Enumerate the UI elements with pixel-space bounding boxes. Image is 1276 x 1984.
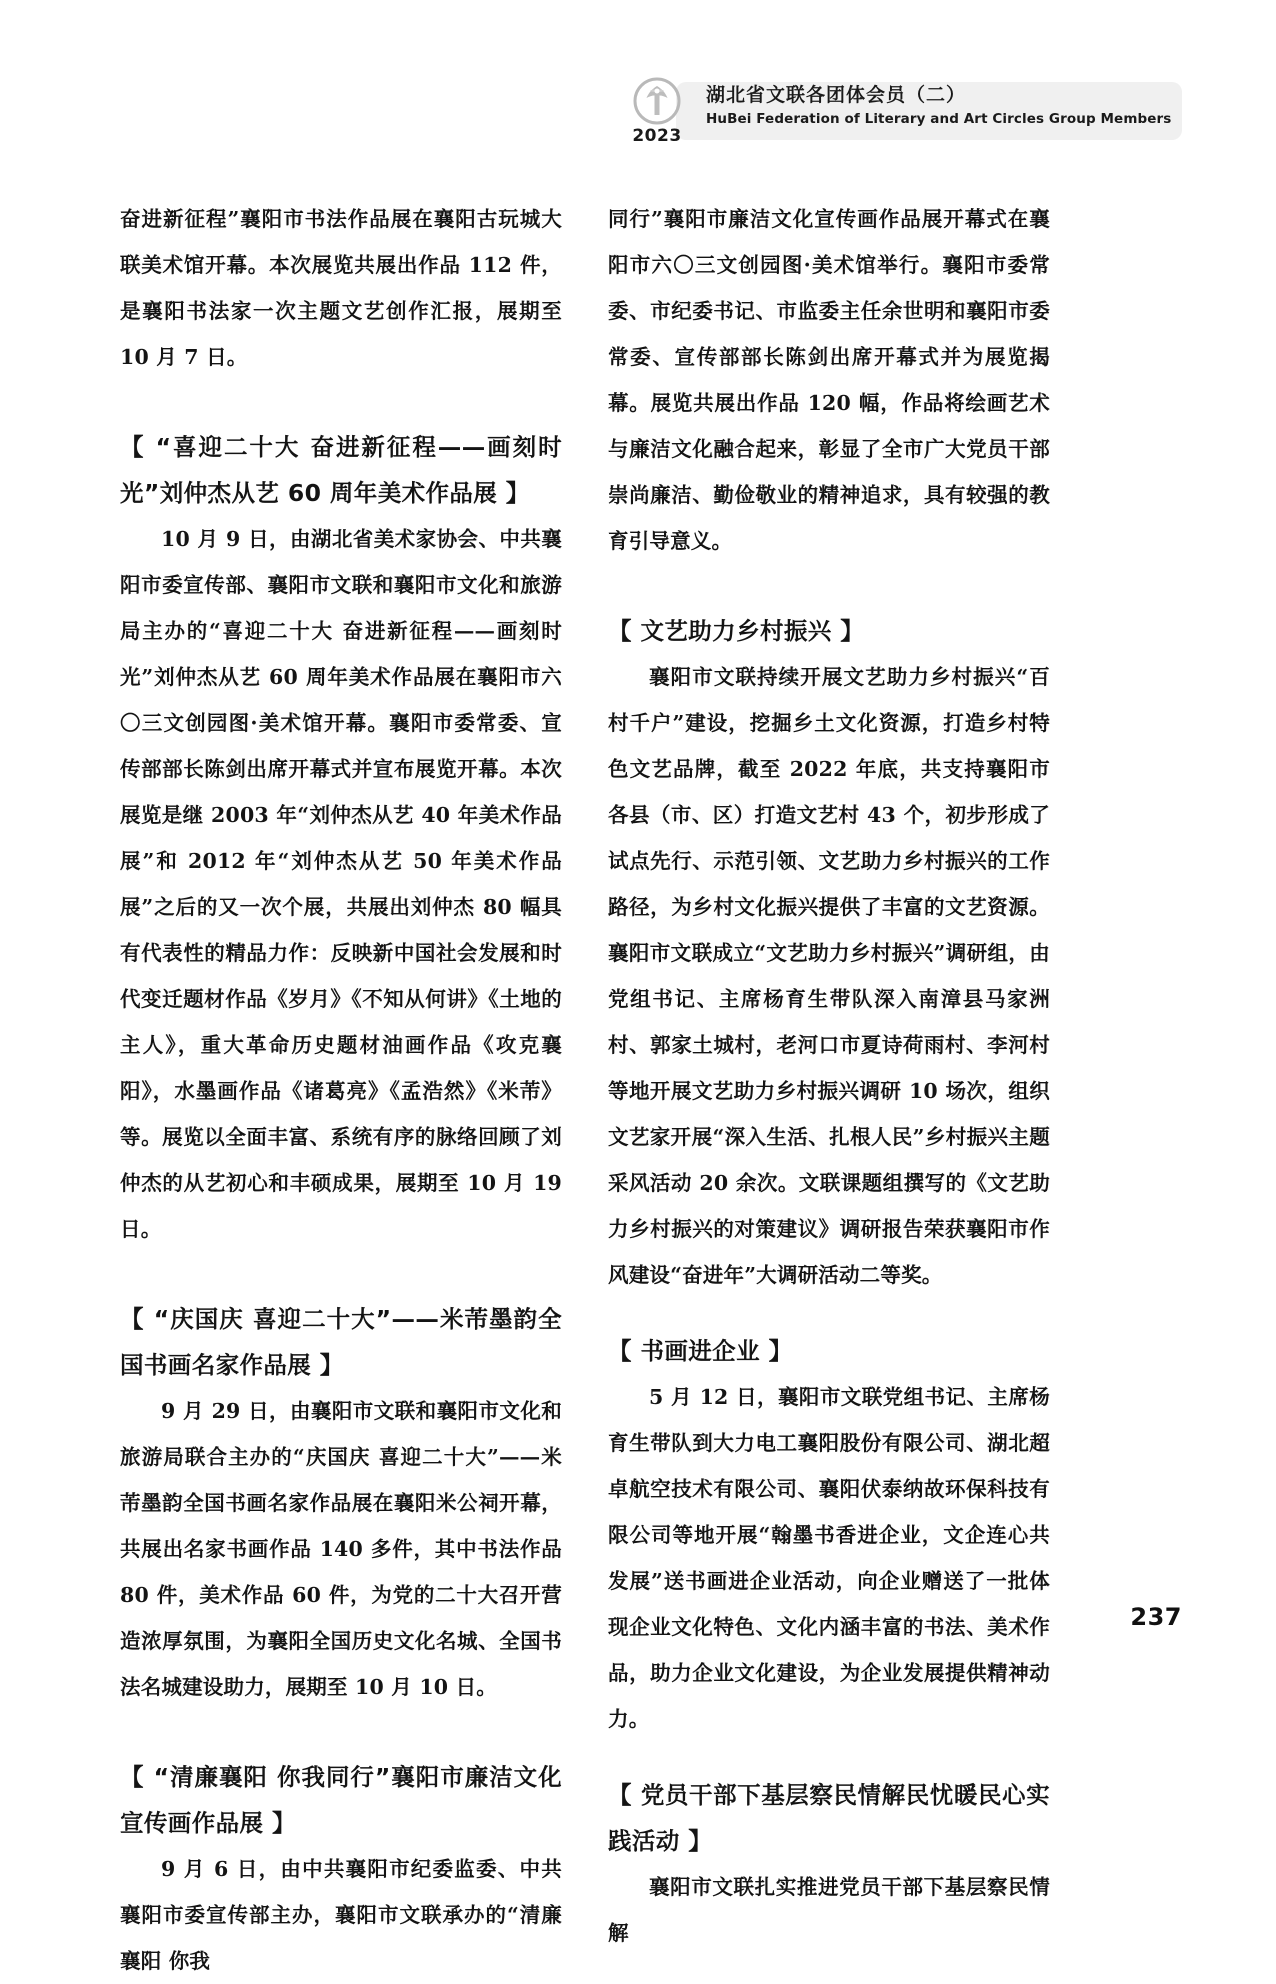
section-heading: 【 “清廉襄阳 你我同行”襄阳市廉洁文化宣传画作品展 】 [120, 1763, 562, 1837]
spacer [608, 1742, 1050, 1772]
section-heading: 【 “喜迎二十大 奋进新征程——画刻时光”刘仲杰从艺 60 周年美术作品展 】 [120, 433, 562, 507]
paragraph: 9 月 29 日，由襄阳市文联和襄阳市文化和旅游局联合主办的“庆国庆 喜迎二十大”——米芾墨韵全国书画名家作品展在襄阳米公祠开幕，共展出名家书画作品 140 多件，其中书法作品 80 件，美术作品 60 件，为党的二十大召开营造浓厚氛围，为襄阳全国历史文化名城、全国书法名城建设助力，展期至 10 月 10 日。 [120, 1399, 562, 1699]
header-logo-year: 2023 [632, 126, 682, 146]
header-logo [626, 76, 688, 154]
header-title-group [706, 84, 1186, 128]
section-heading: 【 “庆国庆 喜迎二十大”——米芾墨韵全国书画名家作品展 】 [120, 1305, 562, 1379]
spacer [608, 1298, 1050, 1328]
section-heading: 【 党员干部下基层察民情解民忧暖民心实践活动 】 [608, 1781, 1050, 1855]
column-left [120, 196, 562, 1984]
paragraph: 奋进新征程”襄阳市书法作品展在襄阳古玩城大联美术馆开幕。本次展览共展出作品 112 件，是襄阳书法家一次主题文艺创作汇报，展期至 10 月 7 日。 [120, 207, 562, 369]
spacer [608, 564, 1050, 608]
paragraph: 襄阳市文联扎实推进党员干部下基层察民情解 [608, 1875, 1050, 1945]
paragraph: 同行”襄阳市廉洁文化宣传画作品展开幕式在襄阳市六〇三文创园图·美术馆举行。襄阳市委常委、市纪委书记、市监委主任余世明和襄阳市委常委、宣传部部长陈剑出席开幕式并为展览揭幕。展览共展出作品 120 幅，作品将绘画艺术与廉洁文化融合起来，彰显了全市广大党员干部崇尚廉洁、勤俭敬业的精神追求，具有较强的教育引导意义。 [608, 207, 1050, 553]
section-heading: 【 书画进企业 】 [608, 1337, 793, 1365]
page-number: 237 [1130, 1603, 1182, 1631]
hubei-federation-emblem-icon [632, 76, 682, 126]
spacer [120, 1252, 562, 1296]
paragraph: 10 月 9 日，由湖北省美术家协会、中共襄阳市委宣传部、襄阳市文联和襄阳市文化和旅游局主办的“喜迎二十大 奋进新征程——画刻时光”刘仲杰从艺 60 周年美术作品展在襄阳市六〇三文创园图·美术馆开幕。襄阳市委常委、宣传部部长陈剑出席开幕式并宣布展览开幕。本次展览是继 2003 年“刘仲杰从艺 40 年美术作品展”和 2012 年“刘仲杰从艺 50 年美术作品展”之后的又一次个展，共展出刘仲杰 80 幅具有代表性的精品力作：反映新中国社会发展和时代变迁题材作品《岁月》《不知从何讲》《土地的主人》，重大革命历史题材油画作品《攻克襄阳》，水墨画作品《诸葛亮》《孟浩然》《米芾》等。展览以全面丰富、系统有序的脉络回顾了刘仲杰的从艺初心和丰硕成果，展期至 10 月 19 日。 [120, 527, 562, 1241]
header-title-cn: 湖北省文联各团体会员（二） [706, 84, 967, 106]
paragraph: 9 月 6 日，由中共襄阳市纪委监委、中共襄阳市委宣传部主办，襄阳市文联承办的“清廉襄阳 你我 [120, 1857, 562, 1973]
paragraph: 5 月 12 日，襄阳市文联党组书记、主席杨育生带队到大力电工襄阳股份有限公司、湖北超卓航空技术有限公司、襄阳伏泰纳故环保科技有限公司等地开展“翰墨书香进企业，文企连心共发展”送书画进企业活动，向企业赠送了一批体现企业文化特色、文化内涵丰富的书法、美术作品，助力企业文化建设，为企业发展提供精神动力。 [608, 1385, 1050, 1731]
spacer [120, 380, 562, 424]
paragraph: 襄阳市文联持续开展文艺助力乡村振兴“百村千户”建设，挖掘乡土文化资源，打造乡村特色文艺品牌，截至 2022 年底，共支持襄阳市各县（市、区）打造文艺村 43 个，初步形成了试点先行、示范引领、文艺助力乡村振兴的工作路径，为乡村文化振兴提供了丰富的文艺资源。襄阳市文联成立“文艺助力乡村振兴”调研组，由党组书记、主席杨育生带队深入南漳县马家洲村、郭家土城村，老河口市夏诗荷雨村、李河村等地开展文艺助力乡村振兴调研 10 场次，组织文艺家开展“深入生活、扎根人民”乡村振兴主题采风活动 20 余次。文联课题组撰写的《文艺助力乡村振兴的对策建议》调研报告荣获襄阳市作风建设“奋进年”大调研活动二等奖。 [608, 665, 1050, 1287]
running-header [0, 0, 1276, 165]
header-title-en: HuBei Federation of Literary and Art Circles Group Members [706, 110, 1172, 127]
section-heading: 【 文艺助力乡村振兴 】 [608, 617, 865, 645]
column-right [608, 196, 1050, 1956]
spacer [120, 1710, 562, 1754]
